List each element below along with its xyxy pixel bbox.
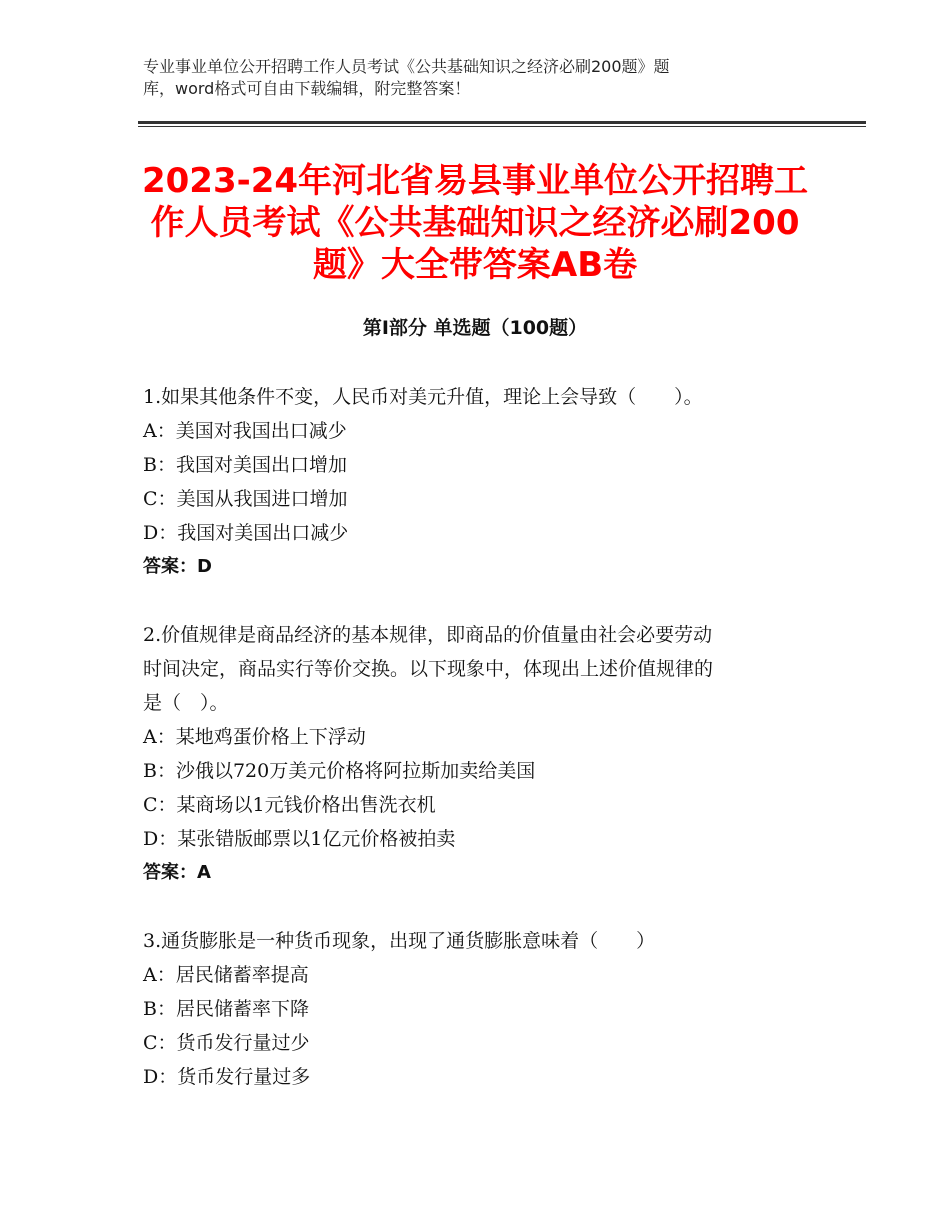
option-b: B：沙俄以720万美元价格将阿拉斯加卖给美国 xyxy=(143,760,536,782)
option-c: C：货币发行量过少 xyxy=(143,1032,310,1054)
option-b: B：我国对美国出口增加 xyxy=(143,454,347,476)
option-a: A：居民储蓄率提高 xyxy=(143,964,309,986)
question-1 xyxy=(143,380,823,584)
answer-label: 答案：D xyxy=(143,556,212,577)
question-stem-line: 1.如果其他条件不变，人民币对美元升值，理论上会导致（ ）。 xyxy=(143,386,703,408)
option-d: D：货币发行量过多 xyxy=(143,1066,311,1088)
option-a: A：某地鸡蛋价格上下浮动 xyxy=(143,726,366,748)
header-divider-thin xyxy=(138,126,866,127)
header-notice xyxy=(143,56,783,100)
option-a: A：美国对我国出口减少 xyxy=(143,420,347,442)
question-stem-line: 时间决定，商品实行等价交换。以下现象中，体现出上述价值规律的 xyxy=(143,658,714,680)
question-stem-line: 2.价值规律是商品经济的基本规律，即商品的价值量由社会必要劳动 xyxy=(143,624,713,646)
option-c: C：某商场以1元钱价格出售洗衣机 xyxy=(143,794,436,816)
header-notice-line-1: 专业事业单位公开招聘工作人员考试《公共基础知识之经济必刷200题》题 xyxy=(143,57,670,76)
header-divider-thick xyxy=(138,121,866,124)
title-line-2: 作人员考试《公共基础知识之经济必刷200 xyxy=(150,203,800,243)
header-notice-line-2: 库，word格式可自由下载编辑，附完整答案！ xyxy=(143,79,471,98)
question-stem-line: 是（ ）。 xyxy=(143,692,229,714)
answer-label: 答案：A xyxy=(143,862,211,883)
section-heading: 第I部分 单选题（100题） xyxy=(362,317,588,339)
document-title xyxy=(140,160,810,286)
option-c: C：美国从我国进口增加 xyxy=(143,488,348,510)
question-list xyxy=(143,380,823,1128)
option-d: D：我国对美国出口减少 xyxy=(143,522,349,544)
title-line-3: 题》大全带答案AB卷 xyxy=(312,245,638,285)
option-d: D：某张错版邮票以1亿元价格被拍卖 xyxy=(143,828,456,850)
question-stem-line: 3.通货膨胀是一种货币现象，出现了通货膨胀意味着（ ） xyxy=(143,930,656,952)
question-2 xyxy=(143,618,823,890)
title-line-1: 2023-24年河北省易县事业单位公开招聘工 xyxy=(141,161,809,201)
option-b: B：居民储蓄率下降 xyxy=(143,998,309,1020)
question-3 xyxy=(143,924,823,1094)
